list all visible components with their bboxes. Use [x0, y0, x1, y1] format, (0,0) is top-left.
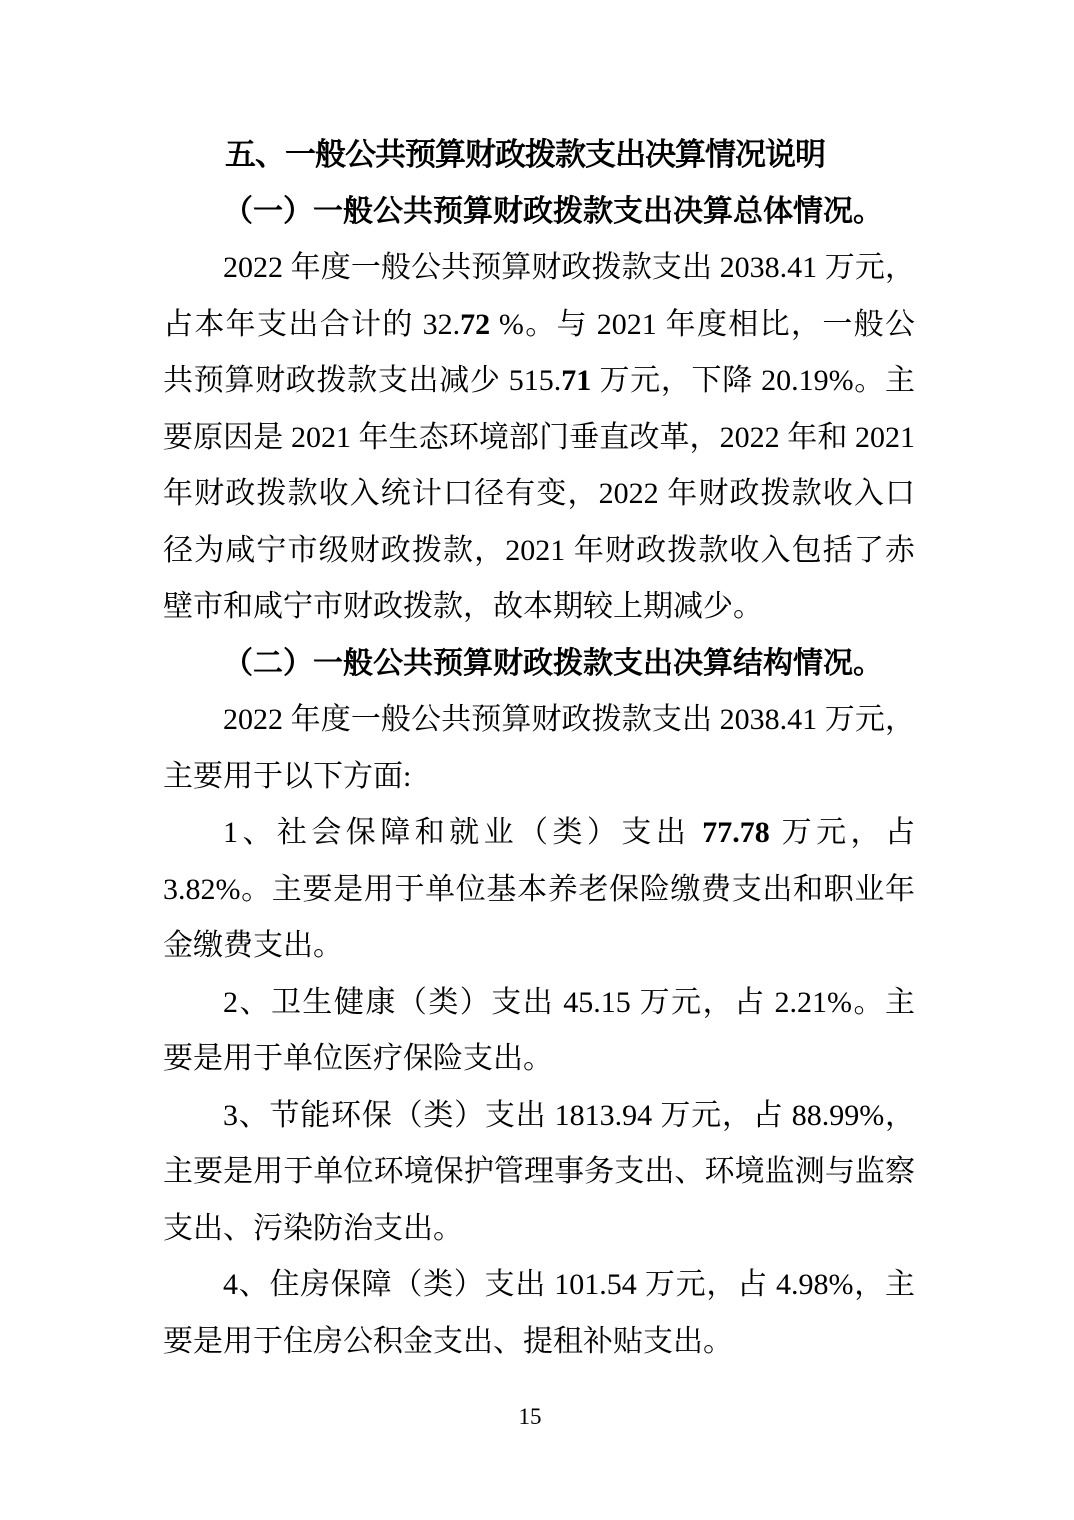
text-run: 4、住房保障（类）支出 101.54 万元，占 4.98%，主要是用于住房公积金支出、提租补贴支出。: [163, 1268, 915, 1358]
section-subheading: [163, 184, 915, 241]
text-run: （一）一般公共预算财政拨款支出决算总体情况。: [223, 194, 883, 228]
text-run: 1、社会保障和就业（类）支出: [223, 816, 703, 849]
body-paragraph: [163, 240, 915, 636]
paragraphs-container: [163, 184, 915, 1371]
document-body: [163, 127, 915, 1370]
section-subheading: [163, 636, 915, 693]
body-paragraph: [163, 692, 915, 805]
body-paragraph: [163, 805, 915, 975]
text-run: 2、卫生健康（类）支出 45.15 万元，占 2.21%。主要是用于单位医疗保险支出。: [163, 985, 915, 1075]
text-run: 万元，下降 20.19%。主要原因是 2021 年生态环境部门垂直改革，2022 年和 2021 年财政拨款收入统计口径有变，2022 年财政拨款收入口径为咸宁市级财政拨款，2021 年财政拨款收入包括了赤壁市和咸宁市财政拨款，故本期较上期减少。: [163, 364, 916, 623]
text-run: （二）一般公共预算财政拨款支出决算结构情况。: [223, 646, 883, 680]
body-paragraph: [163, 975, 915, 1088]
text-run: %。与 2021 年度相比，一般公共预算财政拨款支出减少 515.: [163, 307, 915, 397]
text-run: 万元，占 3.82%。主要是用于单位基本养老保险缴费支出和职业年金缴费支出。: [163, 816, 916, 962]
page-number: 15: [518, 1404, 542, 1429]
body-paragraph: [163, 1088, 915, 1258]
text-run: 2022 年度一般公共预算财政拨款支出 2038.41 万元，主要用于以下方面:: [163, 703, 915, 793]
text-run: 2022 年度一般公共预算财政拨款支出 2038.41 万元，占本年支出合计的 32.: [163, 251, 915, 341]
document-title: 五、一般公共预算财政拨款支出决算情况说明: [225, 137, 825, 172]
text-run: 72: [460, 307, 491, 341]
body-paragraph: [163, 1257, 915, 1370]
text-run: 77.78: [702, 816, 770, 849]
text-run: 3、节能环保（类）支出 1813.94 万元，占 88.99%，主要是用于单位环境保护管理事务支出、环境监测与监察支出、污染防治支出。: [163, 1098, 915, 1245]
text-run: 71: [561, 364, 592, 397]
